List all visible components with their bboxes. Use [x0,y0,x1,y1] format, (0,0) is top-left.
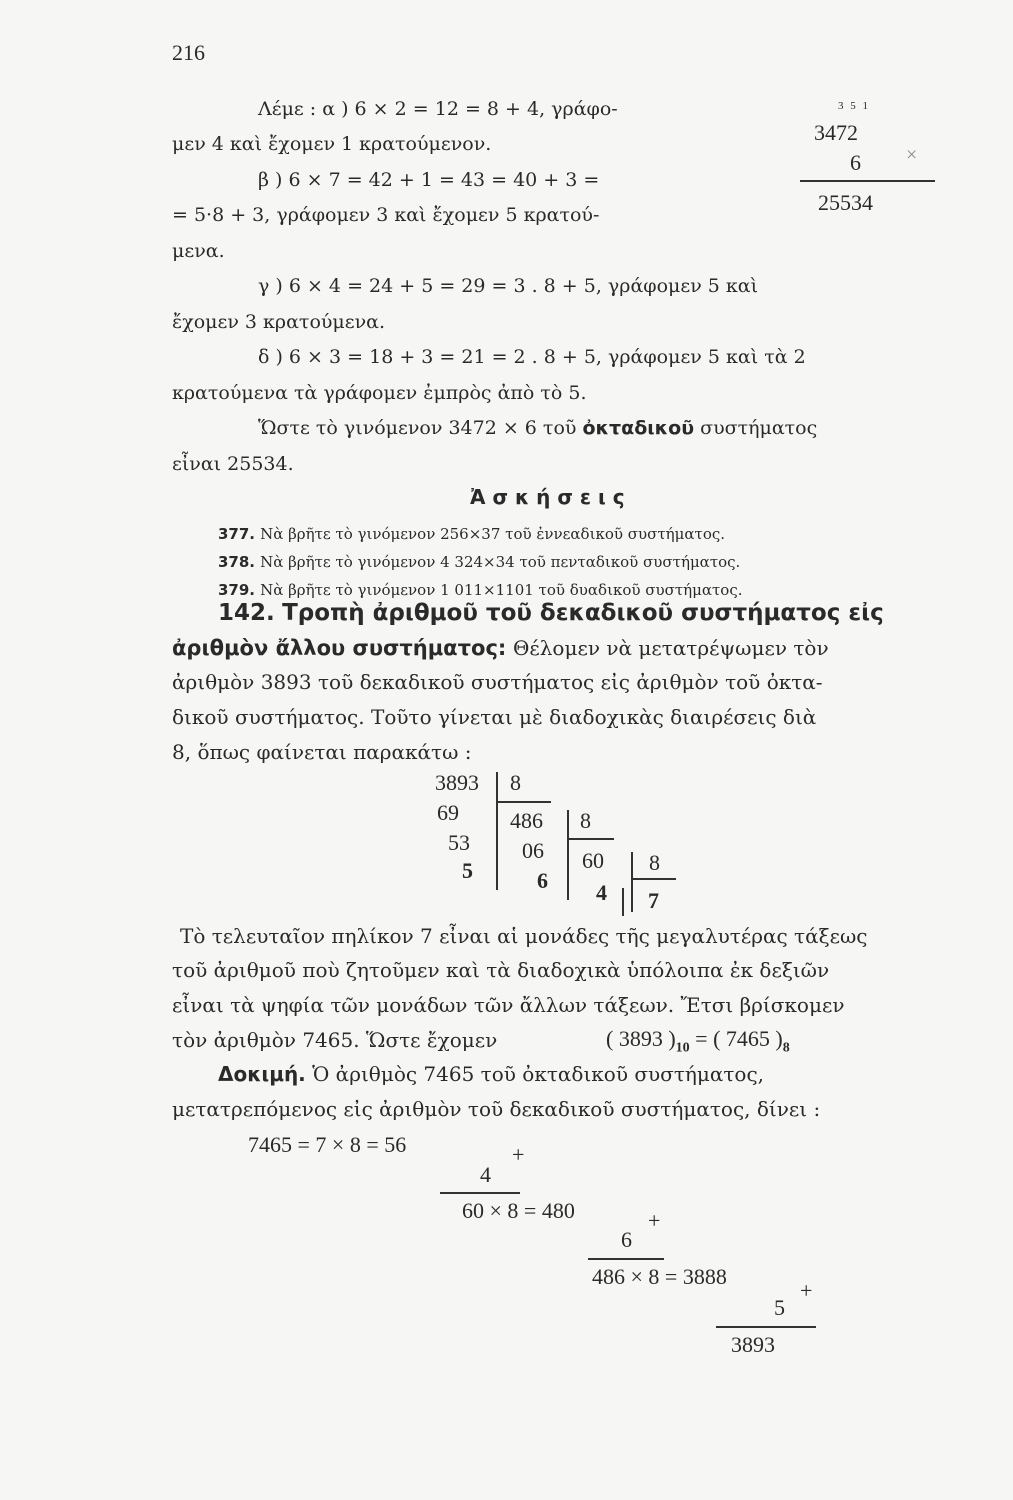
plus-sign: + [512,1142,525,1167]
mult-sign: × [906,144,918,166]
quotient: 60 [582,848,604,873]
division-rule [568,838,614,840]
divisor: 8 [649,850,660,875]
division-bar [567,810,569,900]
after-line: τοῦ ἀριθμοῦ ποὺ ζητοῦμεν καὶ τὰ διαδοχικὰ ὑπόλοιπα ἐκ δεξιῶν [172,958,830,982]
after-line: τὸν ἀριθμὸν 7465. Ὥστε ἔχομεν [172,1028,498,1052]
proof-add: 5 [774,1295,785,1320]
section-para-line: ἀριθμὸν 3893 τοῦ δεκαδικοῦ συστήματος εἰς ἀριθμὸν τοῦ ὀκτα- [172,670,823,694]
division-bar [496,772,498,890]
quotient: 7 [648,888,659,913]
after-line: εἶναι τὰ ψηφία τῶν μονάδων τῶν ἄλλων τάξεων. Ἔτσι βρίσκομεν [172,993,845,1017]
line-1: Λέμε : α ) 6 × 2 = 12 = 8 + 4, γράφο- [258,98,618,120]
line-6: γ ) 6 × 4 = 24 + 5 = 29 = 3 . 8 + 5, γράφομεν 5 καὶ [258,275,759,297]
plus-sign: + [800,1278,813,1303]
page-number: 216 [172,40,205,65]
mult-result: 25534 [818,190,873,215]
exercise-item: 378. Νὰ βρῆτε τὸ γινόμενον 4 324×34 τοῦ πενταδικοῦ συστήματος. [218,553,741,571]
line-4: = 5·8 + 3, γράφομεν 3 καὶ ἔχομεν 5 κρατού- [172,204,600,226]
section-para-line: 8, ὅπως φαίνεται παρακάτω : [172,740,472,764]
dividend: 3893 [435,770,479,795]
division-bar [622,888,624,916]
equation: ( 3893 )$_{10}$ = ( 7465 )$_8$ [606,1026,790,1056]
partial: 69 [437,800,459,825]
divisor: 8 [580,808,591,833]
proof-rule [440,1192,520,1194]
remainder: 6 [537,868,548,893]
quotient: 486 [510,808,543,833]
proof-eq-2: 60 × 8 = 480 [462,1198,575,1223]
line-11: εἶναι 25534. [172,453,294,475]
divisor: 8 [510,770,521,795]
after-line: Τὸ τελευταῖον πηλίκον 7 εἶναι αἱ μονάδες τῆς μεγαλυτέρας τάξεως [180,924,868,948]
mult-top: 3472 [814,120,858,145]
proof-rule [716,1326,816,1328]
section-para-line: δικοῦ συστήματος. Τοῦτο γίνεται μὲ διαδοχικὰς διαιρέσεις διὰ [172,705,817,729]
proof-line-1: Δοκιμή. Ὁ ἀριθμὸς 7465 τοῦ ὀκταδικοῦ συστήματος, [218,1062,765,1086]
proof-eq-3: 486 × 8 = 3888 [592,1264,727,1289]
division-rule [632,878,676,880]
section-title-line-1: 142. Τροπὴ ἀριθμοῦ τοῦ δεκαδικοῦ συστήματος εἰς [218,600,884,626]
proof-line-2: μετατρεπόμενος εἰς ἀριθμὸν τοῦ δεκαδικοῦ συστήματος, δίνει : [172,1097,821,1121]
proof-result: 3893 [731,1332,775,1357]
mult-by: 6 [850,150,861,175]
remainder: 4 [596,880,607,905]
line-7: ἔχομεν 3 κρατούμενα. [172,311,386,333]
line-2: μεν 4 καὶ ἔχομεν 1 κρατούμενον. [172,133,492,155]
line-8: δ ) 6 × 3 = 18 + 3 = 21 = 2 . 8 + 5, γράφομεν 5 καὶ τὰ 2 [258,346,806,368]
plus-sign: + [648,1208,661,1233]
proof-add: 4 [480,1162,491,1187]
exercises-heading: Ἀ σ κ ή σ ε ι ς [470,485,625,509]
line-9: κρατούμενα τὰ γράφομεν ἐμπρὸς ἀπὸ τὸ 5. [172,382,587,404]
line-10: Ὥστε τὸ γινόμενον 3472 × 6 τοῦ ὀκταδικοῦ συστήματος [258,417,818,439]
remainder: 5 [462,858,473,883]
exercise-item: 379. Νὰ βρῆτε τὸ γινόμενον 1 011×1101 τοῦ δυαδικοῦ συστήματος. [218,581,743,599]
proof-rule [588,1258,664,1260]
proof-add: 6 [621,1227,632,1252]
partial: 53 [448,830,470,855]
division-bar [631,852,633,912]
partial: 06 [522,838,544,863]
proof-eq-1: 7465 = 7 × 8 = 56 [248,1132,407,1157]
line-3: β ) 6 × 7 = 42 + 1 = 43 = 40 + 3 = [258,169,600,191]
section-title-line-2: ἀριθμὸν ἄλλου συστήματος: Θέλομεν νὰ μετατρέψωμεν τὸν [172,636,829,660]
line-5: μενα. [172,240,225,262]
exercise-item: 377. Νὰ βρῆτε τὸ γινόμενον 256×37 τοῦ ἐννεαδικοῦ συστήματος. [218,525,726,543]
mult-rule [800,180,935,182]
carry-digits: 3 5 1 [838,100,870,112]
division-rule [497,801,551,803]
